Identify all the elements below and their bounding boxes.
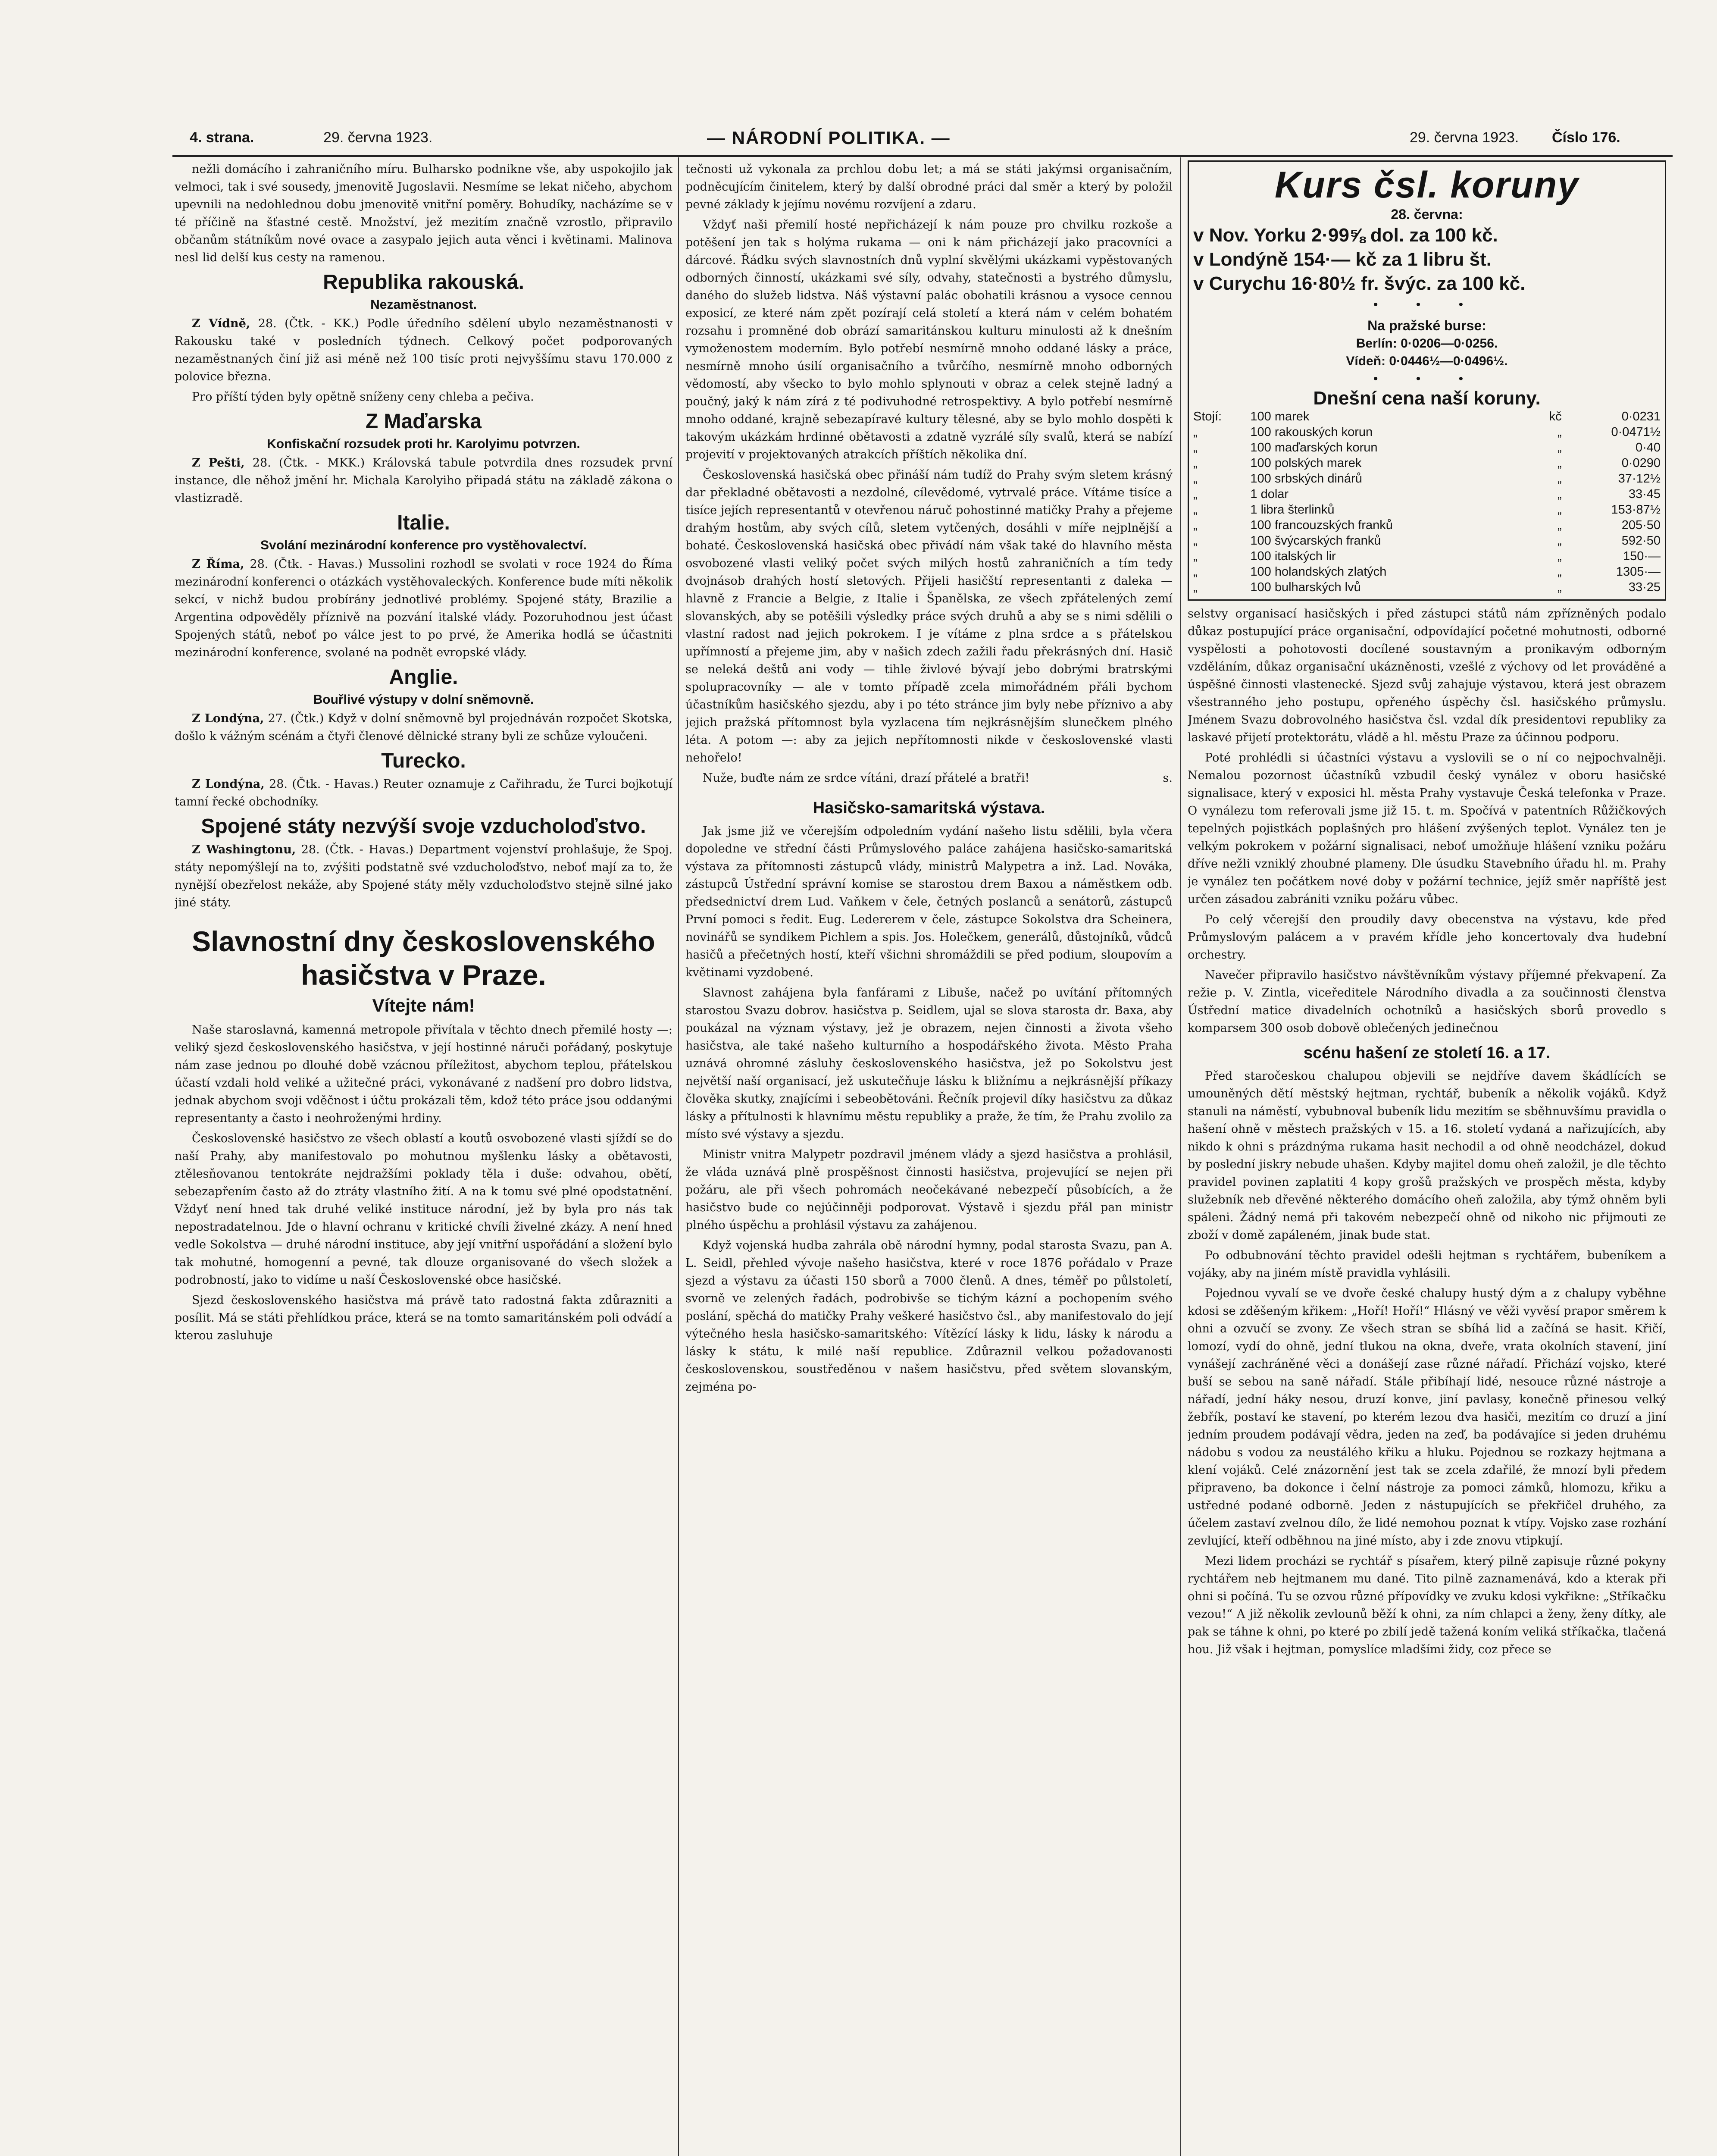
- burse-heading: Na pražské burse:: [1367, 318, 1486, 333]
- rate-value: 592·50: [1621, 534, 1661, 548]
- issue-number: Číslo 176.: [1552, 129, 1620, 146]
- rate-unit: kč: [1549, 410, 1562, 423]
- rate-unit: „: [1557, 487, 1562, 501]
- article-paragraph: Navečer připravilo hasičstvo návštěvníkům výstavy příjemné překvapení. Za režie p. V. Zintla, viceředitele Národního divadla a za součinnosti členstva Ústřední matice divadelních ochotníků a hasičských sborů provedlo s komparsem 300 osob dobově oblečených jedinečnou: [1188, 968, 1666, 1035]
- section-title-turkey: Turecko.: [381, 749, 466, 772]
- rate-row: [1193, 502, 1661, 517]
- article-paragraph: Československá hasičská obec přináší nám tudíž do Prahy svým sletem krásný dar překladné obětavosti a nezdolné, cílevědomé, vytrvalé práce. Vítáme tisíce a tisíce jejích representantů v otevřenou náruč pohostinné matičky Prahy a přejeme drahým hostům, aby svých cílů, sletem vytčených, dosáhli v míře nejplnější a bohaté. Československá hasičská obec přivádí nám však také do hlavního města osvobozené vlasti veliký počet svých milých hostů zahraničních a tím tedy dvojnásob drahých hostí sletových. Přijeli hasičští representanti z daleka — hlavně z Francie a Belgie, z Italie i Španělska, ze všech zpřátelených zemí slovanských, aby se potěšili výsledky práce svých druhů a aby se s nimi sdělili o vlastní radost nad jejich pokrokem. I je vítáme z plna srdce a s přátelskou upřímností a přejeme jim, aby v našich zdech zažili řadu překrásných dní. Hasič se neleká deštů ani vody — tihle živlové bývají jebo dobrými bratrskými spolupracovníky — ale v tomto případě zcela mimořádném přáli bychom účastníkům hasičského sjezdu, aby i po této stránce jim byly nebe příznivo a aby jejich pražská přítomnost byla vyzlacena tím nejkrásnějším slunečkem plného léta. A potom —: aby za jejich nepřítomnosti nikde v československé vlasti nehořelo!: [685, 468, 1173, 765]
- rate-row: [1193, 471, 1661, 486]
- rate-item: 100 bulharských lvů: [1250, 580, 1361, 594]
- section-title-hungary: Z Maďarska: [365, 410, 482, 433]
- rate-value: 153·87½: [1611, 503, 1661, 517]
- section-subtitle: Konfiskační rozsudek proti hr. Karolyimu potvrzen.: [267, 437, 580, 451]
- rate-prefix: „: [1193, 441, 1198, 454]
- rate-row: [1193, 564, 1661, 580]
- article-intro: nežli domácího i zahraničního míru. Bulharsko podnikne vše, aby uspokojilo jak velmoci, tak i své sousedy, jmenovitě Jugoslavii. Nesmíme se lekat ničeho, abychom upevnili na nedohlednou dobu jmenovitě vnitřní poměry. Bohudíky, nacházíme se v té příčině na šťastné cestě. Množství, jež mezitím značně vzrostlo, připravilo občanům státníkům nové ovace a zasypalo jejich auta věnci i květinami. Malinova nesl lid delší kus cesty na ramenou.: [175, 163, 672, 264]
- article-paragraph: Z Londýna, 27. (Čtk.) Když v dolní sněmovně byl projednáván rozpočet Skotska, došlo k vážným scénám a čtyři členové dělnické strany byli ze schůze vyloučeni.: [175, 712, 672, 743]
- rate-value: 150·—: [1623, 549, 1661, 563]
- section-subtitle: Svolání mezinárodní konference pro vystěhovalectví.: [260, 538, 587, 552]
- rate-prefix: „: [1193, 456, 1198, 470]
- article-paragraph: Slavnost zahájena byla fanfárami z Libuše, načež po uvítání přítomných starostou Svazu dobrov. hasičstva p. Seidlem, ujal se slova starosta dr. Baxa, aby poukázal na význam výstavy, jež je obrazem, nejen činnosti a života všeho hasičstva, ale také našeho kulturního a hospodářského života. Město Praha uznává ohromné zásluhy československého hasičstva, jež po Sokolstvu jest největší naší organisací, jež uskutečňuje lásku k bližnímu a nejkrásnější příkazy člověka skutky, znajícími i sebeobětováni. Řečník projevil díky hasičstvu za důkaz lásky a přítulnosti k hlavnímu městu republiky a praže, že tím, že Prahu zvolilo za místo své výstavy a sjezdu.: [685, 986, 1173, 1141]
- rate-new-york: v Nov. Yorku 2·99⅝ dol. za 100 kč.: [1193, 225, 1498, 246]
- dateline: Z Londýna,: [192, 777, 265, 791]
- rate-row: [1193, 486, 1661, 502]
- article-paragraph: Ministr vnitra Malypetr pozdravil jménem vlády a sjezd hasičstva a prohlásil, že vláda uznává plně prospěšnost činnosti hasičstva, projevující se nejen při požáru, ale při všech pohromách neočekávané nebezpečí působících, a že hasičstvo bude co nejúčinněji podporovat. Výstavě i sjezdu přál pan ministr plného úspěchu a prohlásil výstavu za zahájenou.: [685, 1148, 1173, 1232]
- rate-row: [1193, 548, 1661, 564]
- article-paragraph: Z Říma, 28. (Čtk. - Havas.) Mussolini rozhodl se svolati v roce 1924 do Říma mezinárodní konferenci o otázkách vystěhovaleckých. Konference bude míti několik sekcí, v nichž budou probírány jednotlivé problémy. Spojené státy, Brazilie a Argentina odpověděly příznivě na pozvání italské vlády. Pozoruhodnou jest účast Spojených států, neboť po válce jest to po prvé, že Amerika hodlá se účastniti mezinárodní konference, svolané na podnět evropské vlády.: [175, 558, 672, 659]
- article-paragraph: tečnosti už vykonala za prchlou dobu let; a má se státi jakýmsi organisačním, podněcujícím činitelem, který by další obrodné práci dal směr a který by položil pevné základy k jejímu novému rozvíjení a zdaru.: [685, 163, 1173, 211]
- rate-unit: „: [1557, 456, 1562, 470]
- newspaper-title: — NÁRODNÍ POLITIKA. —: [707, 128, 951, 148]
- rate-prefix: „: [1193, 580, 1198, 594]
- rate-prefix: „: [1193, 549, 1198, 563]
- article-paragraph: Vždyť naši přemilí hosté nepřicházejí k nám pouze pro chvilku rozkoše a potěšení jen tak s holýma rukama — oni k nám přicházejí jako pracovníci a dárcové. Řádku svých slavnostních dnů vyplní skvělými ukázkami vypěstovaných odborných činností, ukázkami své síly, odvahy, statečnosti a bystrého důmyslu, daného do služeb lidstva. Náš výstavní palác obohatili krásnou a vysoce cennou exposicí, ze které nám zpět pozírají celá století a která nám v celém bohatém rozsahu i promněné dob obrází samaritánskou kulturu minulosti až k dnešním vymoženostem moderním. Bylo potřebí nesmírně mnoho oddané lásky a práce, nesmírně mnoho úsilí organisačního a tvůrčího, nesmírně mnoho odborných vědomostí, aby všecko to bylo mohlo splynouti v obraz a celek stejně ladný a poučný, jaký k nám zírá z té podivuhodné retrospektivy. A bylo potřebí nesmírně mnoho oddané, krajně sebezapíravé kultury tělesné, aby se bylo mohlo dospěti k takovým ukázkám hrdinné obětavosti a zdatně vyzrálé síly svalů, která se nabízí projevití v projektovaných atrakcích příštích několika dní.: [685, 218, 1173, 461]
- headline-firemen: Slavnostní dny československého hasičstva v Praze.: [192, 925, 655, 991]
- section-title-italy: Italie.: [397, 511, 450, 534]
- rate-prefix: „: [1193, 487, 1198, 501]
- article-paragraph: Po odbubnování těchto pravidel odešli hejtman s rychtářem, bubeníkem a vojáky, aby na jiném místě pravidla vyhlásili.: [1188, 1249, 1666, 1280]
- rate-unit: „: [1557, 518, 1562, 532]
- column-divider: [1180, 157, 1181, 2156]
- rate-prefix: Stojí:: [1193, 410, 1222, 423]
- rate-item: 100 italských lir: [1250, 549, 1336, 563]
- rate-value: 1305·—: [1616, 565, 1661, 579]
- page-number: 4. strana.: [190, 129, 254, 146]
- article-paragraph: Z Washingtonu, 28. (Čtk. - Havas.) Department vojenství prohlašuje, že Spoj. státy nepomýšlejí na to, zvýšiti podstatně své vzducholoďstvo, neboť mají za to, že nynější obezřelost nekáže, aby Spojené státy měly vzducholoďstvo stejně silné jako jiné státy.: [175, 843, 672, 909]
- rate-zurich: v Curychu 16·80½ fr. švýc. za 100 kč.: [1193, 273, 1526, 294]
- rate-unit: „: [1557, 565, 1562, 579]
- rate-value: 0·0231: [1621, 410, 1661, 423]
- rate-item: 100 marek: [1250, 410, 1310, 423]
- currency-title: Kurs čsl. koruny: [1275, 164, 1579, 206]
- burse-berlin: Berlín: 0·0206—0·0256.: [1356, 336, 1498, 351]
- article-paragraph: Pro příští týden byly opětně sníženy ceny chleba a pečiva.: [192, 390, 534, 404]
- rate-unit: „: [1557, 549, 1562, 563]
- rate-unit: „: [1557, 503, 1562, 517]
- section-title-austria: Republika rakouská.: [323, 271, 524, 294]
- article-paragraph: Poté prohlédli si účastníci výstavu a vyslovili se o ní co nejpochvalněji. Nemalou pozornost účastníků vzbudil český vynález v oboru hasičské signalisace, který v exposici hl. města Prahy vystavuje Česká telefonka v Praze. O vynálezu tom referovali jsme již 15. t. m. Spočívá v patentních Růžičkových tepelných pojistkách poplašných pro hlášení zvýšených teplot. Vynález ten je velkým pokrokem v požární signalisaci, neboť umožňuje hlášení vzniku požáru dříve nežli vzniklý zhoubné plameny. Dle úsudku Stavebního úřadu hl. m. Prahy je vynález ten počátkem nové doby v požární technice, jejíž směr napříště jest určen zásadou zabrániti vzniku požáru vůbec.: [1188, 751, 1666, 906]
- section-title-england: Anglie.: [389, 666, 458, 689]
- rate-item: 100 polských marek: [1250, 456, 1362, 470]
- article-paragraph: Sjezd československého hasičstva má právě tato radostná fakta zdůrazniti a posílit. Má se státi přehlídkou práce, která se na tomto samaritánském poli odvádí a kterou zasluhuje: [175, 1294, 672, 1342]
- currency-date: 28. června:: [1391, 207, 1463, 222]
- rates-table: [1193, 409, 1661, 595]
- rates-heading: Dnešní cena naší koruny.: [1313, 388, 1541, 409]
- dateline: Z Říma,: [192, 558, 244, 571]
- header-rule: [172, 155, 1673, 157]
- author-sign: s.: [1163, 771, 1173, 785]
- article-paragraph: Československé hasičstvo ze všech oblastí a koutů osvobozené vlasti sjíždí se do naší Prahy, aby manifestovalo po mohutnou myšlenku lásky a obětavosti, ztělesňovanou tentokráte nejdražšími poklady těla i duše: odvahou, obětí, sebezapřením často až do ztráty vlastního žití. A na k tomu své plné opodstatnění. Vždyť není hned tak druhé veliké instituce národní, jež by byla pro nás tak nepostradatelnou. Jde o hlavní ochranu v kritické chvíli živelné zkázy. A není hned vedle Sokolstva — druhé národní instituce, aby její vnitřní uspořádání a složení bylo tak mohutné, homogenní a pevné, tak dlouze organisované do všech složek a podrobností, jako to vidíme u naší Československé obce hasičské.: [175, 1132, 672, 1287]
- headline-welcome: Vítejte nám!: [372, 995, 475, 1015]
- rate-unit: „: [1557, 472, 1562, 486]
- rate-prefix: „: [1193, 534, 1198, 548]
- rate-value: 37·12½: [1618, 472, 1661, 486]
- article-paragraph: Nuže, buďte nám ze srdce vítáni, drazí přátelé a bratři! s.: [685, 769, 1173, 787]
- rate-prefix: „: [1193, 472, 1198, 486]
- rate-item: 100 holandských zlatých: [1250, 565, 1387, 579]
- article-paragraph: Jak jsme již ve včerejším odpoledním vydání našeho listu sdělili, byla včera dopoledne ve střední části Průmyslového paláce zahájena hasičsko-samaritská výstava za přítomnosti zástupců vlády, ministrů Malypetra a inž. Lad. Nováka, zástupců Ústřední správní komise se starostou drem Baxou a náměstkem odb. předsednictví drem Lud. Vaňkem v čele, četných poslanců a senátorů, zástupců První pomoci s ředit. Eug. Ledererem v čele, zástupce Sokolstva dra Scheinera, novinářů se syndikem Pichlem a spis. Jos. Holečkem, generálů, důstojníků, vůdců hasičů a přečetných hostí, kteří všichni shromáždili se před podium, sloupovím a květinami vyzdobené.: [685, 824, 1173, 979]
- separator-dots: • • •: [1373, 372, 1481, 386]
- currency-box: [1188, 160, 1666, 601]
- rate-value: 33·25: [1628, 580, 1661, 594]
- section-subtitle: Bouřlivé výstupy v dolní sněmovně.: [313, 693, 534, 707]
- rate-item: 100 rakouských korun: [1250, 425, 1373, 439]
- article-paragraph: Když vojenská hudba zahrála obě národní hymny, podal starosta Svazu, pan A. L. Seidl, přehled vývoje našeho hasičstva, které v roce 1876 pořádalo v Praze sjezd a výstavu za účasti 150 sborů a 7000 členů. A dnes, téměř po půlstoletí, svorně ve zelených řadách, podrobivše se tichým kázní a pochopením svého poslání, spěchá do matičky Prahy veškeré hasičstvo čsl., aby manifestovalo do její výtečného hesla hasičsko-samaritského: Vítězící lásky k lidu, lásky k národu a lásky k státu, k milé naší republice. Zdůraznil velkou požadovanosti československou, soustředěnou v našem hasičstvu, před světem slovanským, zejména po-: [685, 1239, 1173, 1394]
- column-middle: [685, 160, 1173, 2156]
- rate-london: v Londýně 154·— kč za 1 libru št.: [1193, 249, 1492, 270]
- rate-row: [1193, 455, 1661, 471]
- article-paragraph: Pojednou vyvalí se ve dvoře české chalupy hustý dým a z chalupy vyběhne kdosi se zděšeným křikem: „Hoří! Hoří!“ Hlásný ve věži vyvěsí prapor směrem k ohni a ozvučí se zvony. Ze všech stran se sbíhá lid a začíná se hasit. Křičí, lomozí, vydí do ohně, jední tlukou na okna, dveře, vrata okolních stavení, jiní vynášejí zachráněné věci a donášejí zase různé nářadí. Přichází vojsko, které buší se sebou na saně nářadí. Stále přibíhají lidé, nesouce různé nástroje a nářadí, jední háky nesou, druzí konve, jiní pavlasy, konečně přinesou velký žebřík, postaví ke stavení, po kterém lezou dva hasiči, mezitím co druzí a jiní jedním proudem podávají vědra, jeden na zeď, ba podávajíce si jeden druhému nádobu s vodou za neustálého křiku a hluku. Pojednou se rozkazy hejtmana a klení vojáků. Celé znázornění jest tak se zcela zdařilé, že mnozí byli předem připraveno, ba dokonce i čelní nástroje za pomoci zámků, hlomozu, křiku a ustředné podané odborně. Jeden z nástupujících se překřičel druhého, za účelem zastaví zvelnou dílo, že lidé nemohou poznat k vtípy. Vojsko zase rozhání zevlující, kteří odběhnou na jiné místo, aby i zde znovu vtipkují.: [1188, 1287, 1666, 1548]
- rate-item: 100 srbských dinárů: [1250, 472, 1362, 486]
- article-paragraph: Před staročeskou chalupou objevili se nejdříve davem škádlících se umouněných dětí městský hejtman, rychtář, bubeník a několik vojáků. Když stanuli na náměstí, vybubnoval bubeník lidu mezitím se sběhnuvšímu pravidla o hašení ohně v městech pražských v 15. a 16. století vydaná a nařizujících, aby nikdo k ohni s prázdnýma rukama hasit nechodil a od ohně neodcházel, dokud by poslední jiskry nebude uhašen. Kdyby majitel domu oheň založil, je dle těchto pravidel povinen zaplatiti 4 kopy grošů pražských ve prospěch města, kdyby služebník neb dřevěné některého domácího oheň založila, aby týmž ohněm byli spáleni. Žádný nemá při takovém nebezpečí ohně od nikoho nic přijmouti ze zboží v domě zapáleném, jinak bude stat.: [1188, 1069, 1666, 1242]
- rate-row: [1193, 580, 1661, 595]
- column-left: [175, 160, 672, 2156]
- rate-value: 33·45: [1628, 487, 1661, 501]
- dateline: Z Londýna,: [192, 712, 264, 725]
- page-header: [0, 0, 1717, 155]
- rate-prefix: „: [1193, 425, 1198, 439]
- rate-unit: „: [1557, 425, 1562, 439]
- column-divider: [678, 157, 679, 2156]
- column-right: [1188, 160, 1666, 2156]
- rate-value: 205·50: [1621, 518, 1661, 532]
- article-paragraph: Z Pešti, 28. (Čtk. - MKK.) Královská tabule potvrdila dnes rozsudek první instance, dle něhož jmění hr. Michala Karolyiho připadá státu na základě zákona o vlastizradě.: [175, 456, 672, 505]
- rate-prefix: „: [1193, 565, 1198, 579]
- article-paragraph: Po celý včerejší den proudily davy obecenstva na výstavu, kde před Průmyslovým palácem a v pravém křídle jeho koncertovaly dva hudební orchestry.: [1188, 913, 1666, 962]
- rate-value: 0·0471½: [1611, 425, 1661, 439]
- rate-row: [1193, 517, 1661, 533]
- separator-dots: • • •: [1373, 298, 1481, 312]
- rate-unit: „: [1557, 441, 1562, 454]
- rate-row: [1193, 424, 1661, 440]
- rate-row: [1193, 440, 1661, 455]
- dateline: Z Washingtonu,: [192, 843, 296, 856]
- issue-date: 29. června 1923.: [323, 129, 433, 146]
- rate-item: 100 maďarských korun: [1250, 441, 1378, 454]
- rate-prefix: „: [1193, 503, 1198, 517]
- rate-row: [1193, 533, 1661, 548]
- rate-value: 0·0290: [1621, 456, 1661, 470]
- rate-value: 0·40: [1635, 441, 1661, 454]
- rate-item: 100 švýcarských franků: [1250, 534, 1381, 548]
- rate-unit: „: [1557, 534, 1562, 548]
- rate-item: 1 dolar: [1250, 487, 1289, 501]
- issue-date-right: 29. června 1923.: [1410, 129, 1519, 146]
- rate-row: [1193, 409, 1661, 424]
- rate-unit: „: [1557, 580, 1562, 594]
- dateline: Z Vídně,: [192, 317, 250, 330]
- article-paragraph: Naše staroslavná, kamenná metropole přivítala v těchto dnech přemilé hosty —: veliký sjezd československého hasičstva, v její hostinné náruči pořádaný, poskytuje nám zase jednou po dlouhé době vzácnou příležitost, abychom teplou, přátelskou účastí vzdali hold veliké a užitečné práci, vykonávané z nadšení pro dobro lidstva, jednak abychom svoji vděčnost i účtu prokázali těm, kdož této práce jsou oddanými representanty a často i neohroženými hrdiny.: [175, 1023, 672, 1125]
- rate-item: 1 libra šterlinků: [1250, 503, 1335, 517]
- article-paragraph: Z Londýna, 28. (Čtk. - Havas.) Reuter oznamuje z Cařihradu, že Turci bojkotují tamní řecké obchodníky.: [175, 777, 672, 808]
- rate-item: 100 francouzských franků: [1250, 518, 1393, 532]
- article-paragraph: Z Vídně, 28. (Čtk. - KK.) Podle úředního sdělení ubylo nezaměstnanosti v Rakousku také v posledních týdnech. Celkový počet podporovaných nezaměstnaných činí již asi méně než 100 tisíc proti nejvyššímu stavu 170.000 z polovice března.: [175, 317, 672, 383]
- section-subtitle: Nezaměstnanost.: [370, 298, 477, 312]
- rate-prefix: „: [1193, 518, 1198, 532]
- dateline: Z Pešti,: [192, 456, 245, 470]
- section-title-usa: Spojené státy nezvýší svoje vzducholoďstvo.: [201, 815, 646, 838]
- section-title-exhibition: Hasičsko-samaritská výstava.: [813, 799, 1045, 817]
- article-paragraph: selstvy organisací hasičských i před zástupci států nám zpřízněných podalo důkaz postupující práce organisační, odpovídající početné mohutnosti, odborné vyspělosti a pohotovosti docílené soustavným a pronikavým odborným vzděláním, důkaz organisační ukázněnosti, vzešlé z výchovy od let prováděné a úspěšné činnosti vlastenecké. Sjezd svůj zahajuje výstavou, která jest obrazem všestranného jeho postupu, opřeného úspěchy čsl. hasičského průmyslu. Jménem Svazu dobrovolného hasičstva čsl. vzdal dík presidentovi republiky za laskavé přijetí protektorátu, vládě a hl. městu Praze za účinnou podporu.: [1188, 607, 1666, 744]
- section-title-scene: scénu hašení ze století 16. a 17.: [1303, 1044, 1551, 1062]
- article-paragraph: Mezi lidem procházi se rychtář s písařem, který pilně zapisuje různé pokyny rychtářem neb hejtmanem mu dané. Tito pilně zaznamenává, kdo a kterak při ohni si počíná. Tu se ozvou různé přípovídky ve zvuku kdosi vykřikne: „Stříkačku vezou!“ A již několik zevlounů běží k ohni, za ním chlapci a ženy, ženy dítky, ale pak se táhne k ohni, po které po zbilí jedě tažená koním veliká stříkačka, tlačená hou. Již však i hejtman, pomyslíce mladšími židy, coz přece se: [1188, 1554, 1666, 1656]
- burse-vienna: Vídeň: 0·0446½—0·0496½.: [1346, 354, 1508, 368]
